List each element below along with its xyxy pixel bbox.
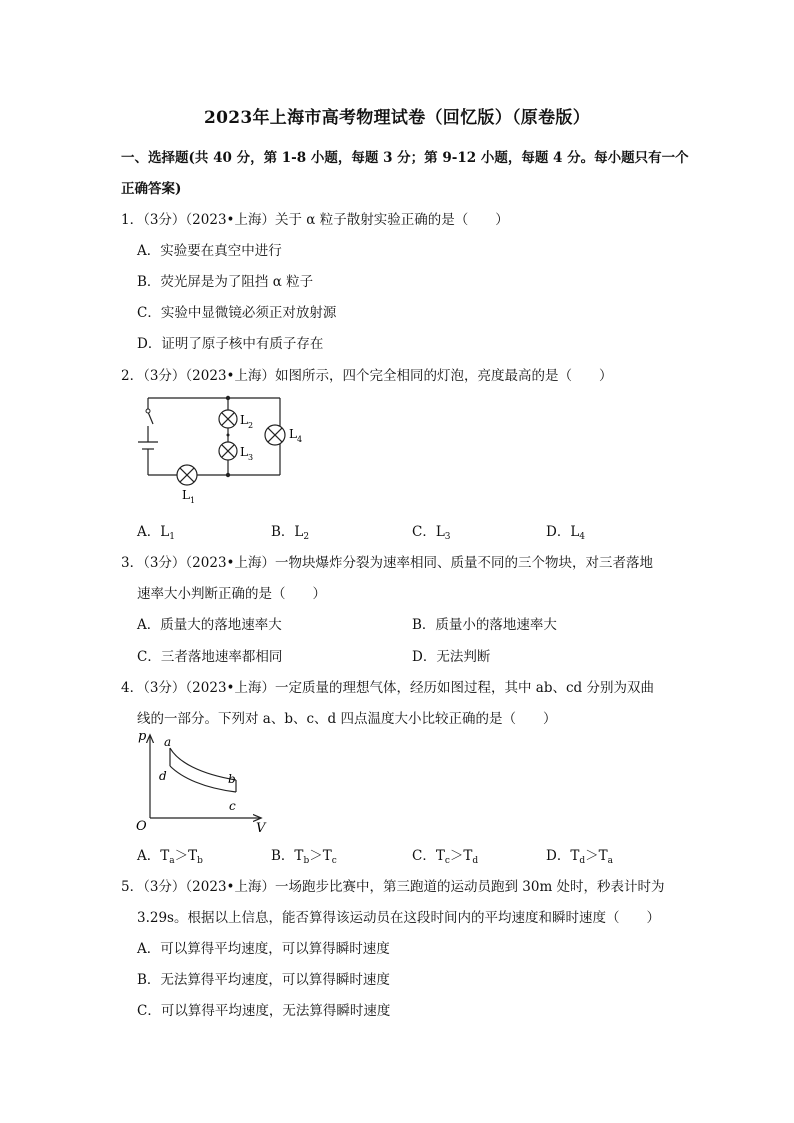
circuit-label-l4: $L_4$ xyxy=(289,427,303,444)
q3-option-d: D．无法判断 xyxy=(412,649,491,665)
pv-point-a: a xyxy=(164,735,172,749)
circuit-label-l3: $L_3$ xyxy=(240,445,254,462)
q1-option-d: D．证明了原子核中有质子存在 xyxy=(137,336,324,352)
pv-label-origin: O xyxy=(136,819,147,834)
q5-stem-line2: 3.29s。根据以上信息，能否算得该运动员在这段时间内的平均速度和瞬时速度（ ） xyxy=(137,910,660,926)
q4-option-a: A．$T_a>T_b$ xyxy=(137,848,203,866)
q1-option-c: C．实验中显微镜必须正对放射源 xyxy=(137,305,337,321)
circuit-label-l2: $L_2$ xyxy=(240,413,254,430)
q2-option-d: D．$L_4$ xyxy=(546,524,586,542)
q4-option-c: C．$T_c>T_d$ xyxy=(412,848,479,866)
document-title: 2023年上海市高考物理试卷（回忆版）（原卷版） xyxy=(203,108,590,128)
q5-option-b: B．无法算得平均速度，可以算得瞬时速度 xyxy=(137,972,390,988)
q2-stem: 2．（3分）（2023•上海）如图所示，四个完全相同的灯泡，亮度最高的是（ ） xyxy=(121,368,613,384)
pv-label-p: p xyxy=(138,729,147,744)
q1-stem: 1．（3分）（2023•上海）关于 α 粒子散射实验正确的是（ ） xyxy=(121,212,509,228)
pv-point-c: c xyxy=(229,799,236,813)
q3-stem-line1: 3．（3分）（2023•上海）一物块爆炸分裂为速率相同、质量不同的三个物块，对三者落地 xyxy=(121,555,653,571)
q1-option-b: B．荧光屏是为了阻挡 α 粒子 xyxy=(137,274,314,290)
q4-stem-line1: 4．（3分）（2023•上海）一定质量的理想气体，经历如图过程，其中 ab、cd 分别为双曲 xyxy=(121,680,654,696)
q2-option-c: C．$L_3$ xyxy=(412,524,451,542)
pv-diagram xyxy=(130,726,275,838)
section-heading-line2: 正确答案) xyxy=(121,181,182,197)
circuit-label-l1: $L_1$ xyxy=(182,488,196,505)
section-heading-line1: 一、选择题(共 40 分，第 1-8 小题，每题 3 分；第 9-12 小题，每题 4 分。每小题只有一个 xyxy=(121,150,689,166)
q4-option-d: D．$T_d>T_a$ xyxy=(546,848,613,866)
q4-stem-line2: 线的一部分。下列对 a、b、c、d 四点温度大小比较正确的是（ ） xyxy=(137,711,557,727)
q2-option-b: B．$L_2$ xyxy=(271,524,310,542)
q5-stem-line1: 5．（3分）（2023•上海）一场跑步比赛中，第三跑道的运动员跑到 30m 处时，秒表计时为 xyxy=(121,879,665,895)
q3-option-c: C．三者落地速率都相同 xyxy=(137,649,283,665)
q3-stem-line2: 速率大小判断正确的是（ ） xyxy=(137,586,326,602)
q2-option-a: A．$L_1$ xyxy=(137,524,175,542)
q3-option-b: B．质量小的落地速率大 xyxy=(412,617,557,633)
q3-option-a: A．质量大的落地速率大 xyxy=(137,617,282,633)
pv-point-d: d xyxy=(159,769,167,783)
q5-option-a: A．可以算得平均速度，可以算得瞬时速度 xyxy=(137,941,390,957)
q5-option-c: C．可以算得平均速度，无法算得瞬时速度 xyxy=(137,1003,391,1019)
pv-point-b: b xyxy=(228,772,236,786)
q4-option-b: B．$T_b>T_c$ xyxy=(271,848,337,866)
pv-label-v: V xyxy=(256,821,266,836)
q1-option-a: A．实验要在真空中进行 xyxy=(137,243,282,259)
circuit-diagram xyxy=(130,390,320,510)
